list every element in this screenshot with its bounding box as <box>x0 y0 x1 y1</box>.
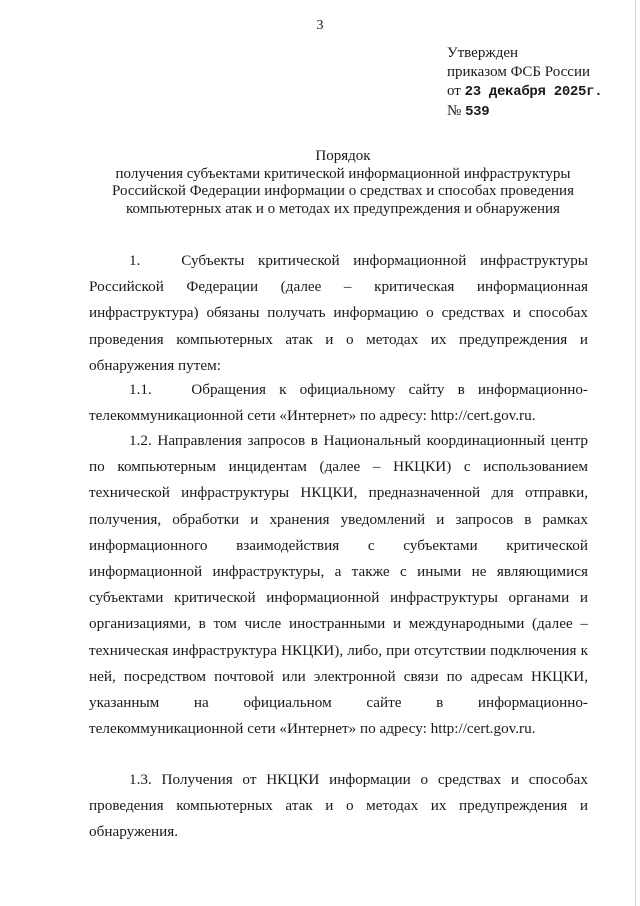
approval-date-prefix: от <box>447 83 465 99</box>
page-number: 3 <box>316 18 324 33</box>
title-heading: Порядок <box>315 148 371 164</box>
approval-number: 539 <box>465 104 490 120</box>
approval-date: 23 декабря 2025г. <box>464 84 603 100</box>
approval-line-2: приказом ФСБ России <box>447 64 590 80</box>
paragraph-1-3 <box>89 767 588 846</box>
paragraph-1 <box>89 248 588 379</box>
paragraph-1-3-text: 1.3. Получения от НКЦКИ информации о средствах и способах проведения компьютерных атак и о методах их предупреждения и обнаружения. <box>89 771 588 841</box>
approval-line-1: Утвержден <box>447 45 519 61</box>
approval-stamp <box>447 44 602 122</box>
paragraph-1-text: 1. Субъекты критической информационной инфраструктуры Российской Федерации (далее – критическая информационная инфраструктура) обязаны получать информацию о средствах и способах проведения компьютерных атак и о методах их предупреждения и обнаружения путем: <box>89 252 588 374</box>
paragraph-1-1-text: 1.1. Обращения к официальному сайту в информационно-телекоммуникационной сети «Интернет» по адресу: http://cert.gov.ru. <box>89 381 588 425</box>
approval-number-line <box>447 102 602 122</box>
title-line-3: компьютерных атак и о методах их предупреждения и обнаружения <box>126 200 560 217</box>
title-line-1: получения субъектами критической информационной инфраструктуры <box>115 165 571 182</box>
paragraph-1-2-text: 1.2. Направления запросов в Национальный координационный центр по компьютерным инцидентам (далее – НКЦКИ) с использованием технической инфраструктуры НКЦКИ, предназначенной для отправки, получения, обработки и хранения уведомлений и запросов в рамках информационного взаимодействия с субъектами критической информационной инфраструктуры, а также с иными не являющимися субъектами критической информационной инфраструктуры органами и организациями, в том числе иностранными и международными (далее – техническая инфраструктура НКЦКИ), либо, при отсутствии подключения к ней, посредством почтовой или электронной связи по адресам НКЦКИ, указанным на официальном сайте в информационно-телекоммуникационной сети «Интернет» по адресу: http://cert.gov.ru. <box>89 432 588 738</box>
paragraph-1-1 <box>89 377 588 429</box>
page-edge <box>635 0 636 906</box>
paragraph-1-2 <box>89 428 588 742</box>
title-line-2: Российской Федерации информации о средствах и способах проведения <box>112 183 574 199</box>
approval-number-prefix: № <box>447 103 466 119</box>
approval-date-line <box>447 82 602 102</box>
document-title <box>100 148 586 218</box>
